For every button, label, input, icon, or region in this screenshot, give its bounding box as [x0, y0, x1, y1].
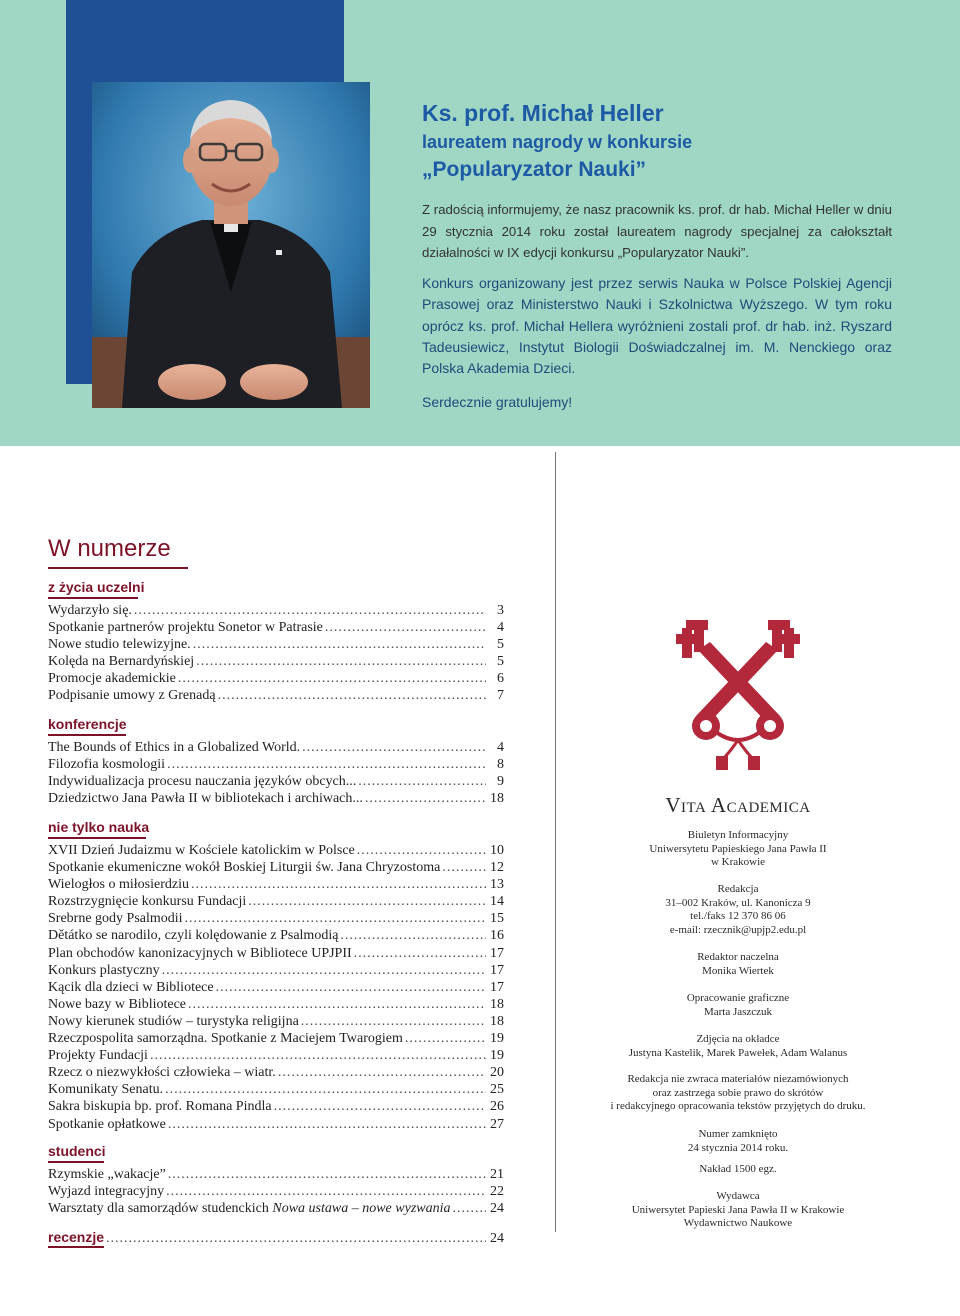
toc-entry[interactable]: Indywidualizacja procesu nauczania języków obcych... ..... 9 [48, 774, 504, 791]
toc-section-underline [48, 1161, 104, 1163]
toc-entry[interactable]: Rzecz o niezwykłości człowieka – wiatr. ..... 20 [48, 1065, 504, 1082]
toc-entry[interactable]: Spotkanie ekumeniczne wokół Boskiej Liturgii św. Jana Chryzostoma ..... 12 [48, 860, 504, 877]
toc-entry[interactable]: Nowy kierunek studiów – turystyka religijna ..... 18 [48, 1014, 504, 1031]
toc-entry[interactable]: Podpisanie umowy z Grenadą ..... 7 [48, 688, 504, 705]
toc-entry[interactable]: Promocje akademickie ..... 6 [48, 671, 504, 688]
toc-list [48, 603, 504, 706]
masthead-closing-date: Numer zamknięto 24 stycznia 2014 roku. [687, 1128, 789, 1154]
toc-entry[interactable]: Dziedzictwo Jana Pawła II w bibliotekach i archiwach... ..... 18 [48, 791, 504, 808]
toc-entry[interactable]: Rozstrzygnięcie konkursu Fundacji ..... 14 [48, 894, 504, 911]
toc-section-label: nie tylko nauka [48, 819, 150, 835]
toc-section-label: z życia uczelni [48, 579, 145, 595]
toc-entry[interactable]: Rzeczpospolita samorządna. Spotkanie z Maciejem Twarogiem ..... 19 [48, 1031, 504, 1048]
masthead-photos: Zdjęcia na okładce Justyna Kastelik, Marek Pawełek, Adam Walanus [628, 1033, 848, 1059]
toc-entry[interactable]: Wydarzyło się. ..... 3 [48, 603, 504, 620]
toc-entry[interactable]: Nowe studio telewizyjne. ..... 5 [48, 637, 504, 654]
toc-entry[interactable]: Rzymskie „wakacje” ..... 21 [48, 1167, 504, 1184]
toc-entry[interactable]: Dětátko se narodilo, czyli kolędowanie z Psalmodią ..... 16 [48, 928, 504, 945]
crossed-keys-icon [676, 620, 800, 770]
column-divider [555, 452, 556, 1232]
toc-title-underline [48, 567, 188, 569]
toc-section-underline [48, 597, 138, 599]
masthead-publisher-info: Biuletyn Informacyjny Uniwersytetu Papieskiego Jana Pawła II w Krakowie [649, 829, 827, 869]
toc-entry[interactable]: XVII Dzień Judaizmu w Kościele katolickim w Polsce ..... 10 [48, 843, 504, 860]
toc-entry[interactable]: Kącik dla dzieci w Bibliotece ..... 17 [48, 980, 504, 997]
toc-entry[interactable]: Komunikaty Senatu. ..... 25 [48, 1082, 504, 1099]
masthead-disclaimer: Redakcja nie zwraca materiałów niezamówionych oraz zastrzega sobie prawo do skrótów i redakcyjnego opracowania tekstów przyjętych do druku. [610, 1073, 866, 1113]
masthead-print-run: Nakład 1500 egz. [699, 1163, 777, 1175]
toc-entry[interactable]: Filozofia kosmologii ..... 8 [48, 757, 504, 774]
toc-entry[interactable]: Sakra biskupia bp. prof. Romana Pindla ..... 26 [48, 1099, 504, 1116]
body-paragraph: Konkurs organizowany jest przez serwis Nauka w Polsce Polskiej Agencji Prasowej oraz Ministerstwo Nauki i Szkolnictwa Wyższego. W tym roku oprócz ks. prof. Michał Hellera wyróżnieni zostali prof. dr hab. inż. Ryszard Tadeusiewicz, Instytut Biologii Doświadczalnej im. M. Nenckiego oraz Polska Akademia Dzieci. [422, 275, 892, 377]
toc-entry[interactable]: Wielogłos o miłosierdziu ..... 13 [48, 877, 504, 894]
toc-entry[interactable]: Konkurs plastyczny ..... 17 [48, 963, 504, 980]
toc-entry[interactable]: Kolęda na Bernardyńskiej ..... 5 [48, 654, 504, 671]
masthead-editorial-address: Redakcja 31–002 Kraków, ul. Kanonicza 9 tel./faks 12 370 86 06 e-mail: rzecznik@upjp2.edu.pl [665, 883, 811, 936]
masthead-title: Vita Academica [665, 793, 811, 817]
toc-entry[interactable]: The Bounds of Ethics in a Globalized World. ..... 4 [48, 740, 504, 757]
headline-block [422, 98, 902, 184]
toc-section-underline [48, 837, 146, 839]
toc-list [48, 740, 504, 808]
portrait-photo [92, 82, 370, 408]
toc-entry-recenzje[interactable]: recenzje ..... 24 [48, 1229, 504, 1246]
toc-list [48, 843, 504, 1134]
toc-section-underline [48, 734, 126, 736]
toc-entry[interactable]: Spotkanie partnerów projektu Sonetor w Patrasie ..... 4 [48, 620, 504, 637]
headline-subtitle: laureatem nagrody w konkursie [422, 132, 693, 152]
toc-entry[interactable]: Warsztaty dla samorządów studenckich Nowa ustawa – nowe wyzwania ..... 24 [48, 1201, 504, 1218]
toc-section-label: studenci [48, 1143, 106, 1159]
toc-list [48, 1167, 504, 1218]
masthead-publisher: Wydawca Uniwersytet Papieski Jana Pawła II w Krakowie Wydawnictwo Naukowe [631, 1190, 845, 1230]
toc-entry[interactable]: Projekty Fundacji ..... 19 [48, 1048, 504, 1065]
masthead-graphic-design: Opracowanie graficzne Marta Jaszczuk [686, 992, 790, 1018]
masthead-chief-editor: Redaktor naczelna Monika Wiertek [697, 951, 779, 977]
toc-title: W numerze [48, 535, 171, 562]
congratulations-text: Serdecznie gratulujemy! [422, 394, 573, 410]
intro-paragraph: Z radością informujemy, że nasz pracownik ks. prof. dr hab. Michał Heller w dniu 29 stycznia 2014 roku został laureatem nagrody specjalnej za całokształt działalności w IX edycji konkursu „Popularyzator Nauki”. [422, 202, 892, 260]
headline-award-name: „Popularyzator Nauki” [422, 158, 647, 181]
toc-entry[interactable]: Spotkanie opłatkowe ..... 27 [48, 1117, 504, 1134]
toc-list [48, 1229, 504, 1246]
headline-name: Ks. prof. Michał Heller [422, 100, 664, 126]
toc-entry[interactable]: Plan obchodów kanonizacyjnych w Bibliotece UPJPII ..... 17 [48, 946, 504, 963]
toc-entry[interactable]: Wyjazd integracyjny ..... 22 [48, 1184, 504, 1201]
toc-entry[interactable]: Srebrne gody Psalmodii ..... 15 [48, 911, 504, 928]
toc-entry[interactable]: Nowe bazy w Bibliotece ..... 18 [48, 997, 504, 1014]
toc-section-underline [48, 1246, 104, 1248]
toc-section-label: konferencje [48, 716, 127, 732]
